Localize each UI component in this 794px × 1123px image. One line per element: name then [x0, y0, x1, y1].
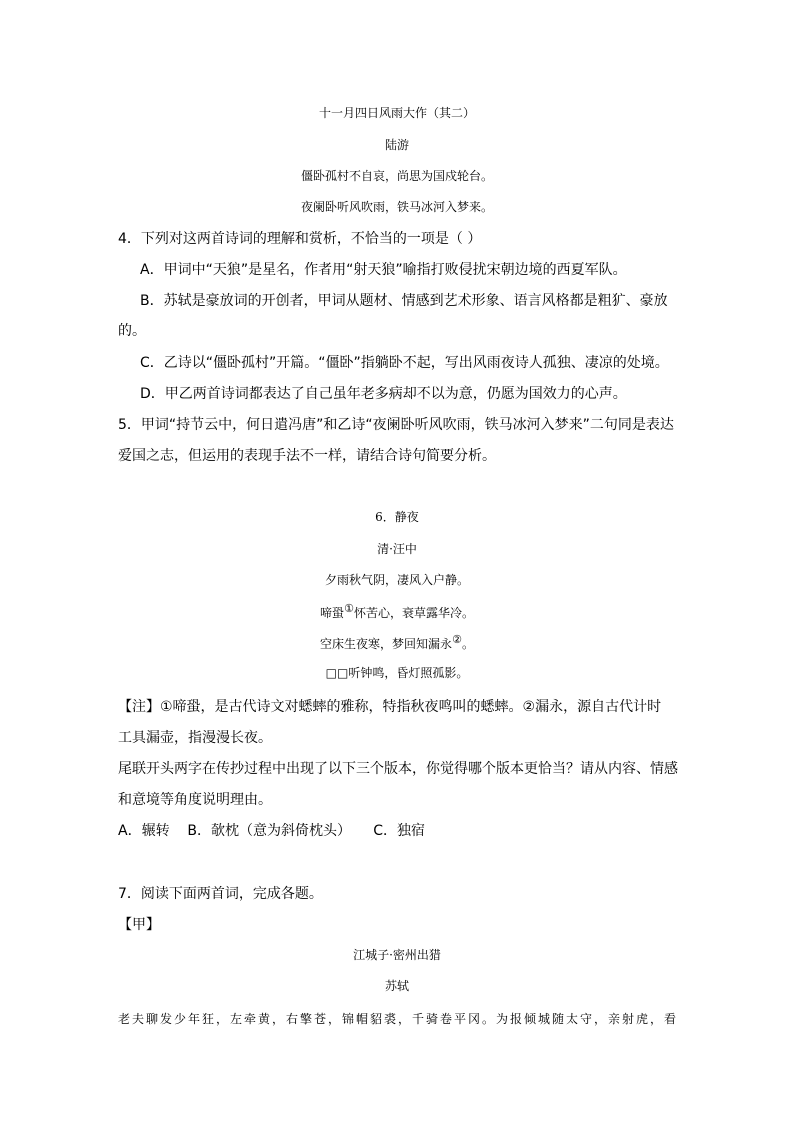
poem-title: 6．静夜 [375, 510, 419, 524]
poem-text: 啼蛩 [320, 606, 345, 620]
question-4-stem: 4．下列对这两首诗词的理解和赏析，不恰当的一项是（ ） [118, 231, 482, 247]
question-4-option-c: C．乙诗以“僵卧孤村”开篇。“僵卧”指躺卧不起，写出风雨夜诗人孤独、凄凉的处境。 [140, 355, 669, 371]
note-line: 工具漏壶，指漫漫长夜。 [118, 730, 272, 746]
question-6-options: A．辗转 B．欹枕（意为斜倚枕头） C．独宿 [118, 823, 426, 839]
question-4-option-a: A．甲词中“天狼”是星名，作者用“射天狼”喻指打败侵扰宋朝边境的西夏军队。 [140, 262, 627, 278]
question-4-option-d: D．甲乙两首诗词都表达了自己虽年老多病却不以为意，仍愿为国效力的心声。 [140, 386, 627, 402]
section-label: 【甲】 [118, 917, 160, 933]
poem-author: 陆游 [384, 138, 409, 152]
question-4-option-b-cont: 的。 [118, 323, 146, 339]
poem-line [0, 633, 794, 652]
poem-author: 清·汪中 [377, 542, 417, 556]
poem-text: 空床生夜寒，梦回知漏永 [320, 637, 453, 651]
note-line: 【注】①啼蛩，是古代诗文对蟋蟀的雅称，特指秋夜鸣叫的蟋蟀。②漏永，源自古代计时 [118, 699, 662, 715]
poem-title: 十一月四日风雨大作（其二） [318, 106, 475, 120]
poem-text: 。 [461, 637, 474, 651]
question-6-line: 尾联开头两字在传抄过程中出现了以下三个版本，你觉得哪个版本更恰当？请从内容、情感 [118, 761, 678, 777]
poem-line: 僵卧孤村不自哀，尚思为国戍轮台。 [300, 169, 493, 183]
poem-text: 怀苦心，衰草露华冷。 [353, 606, 474, 620]
poem-line [0, 602, 794, 621]
poem-title: 江城子·密州出猎 [353, 948, 441, 962]
question-5-line: 爱国之志，但运用的表现手法不一样，请结合诗句简要分析。 [118, 448, 496, 464]
question-7-stem: 7．阅读下面两首词，完成各题。 [118, 886, 323, 902]
note-marker: ① [344, 602, 354, 615]
poem-line: 夜阑卧听风吹雨，铁马冰河入梦来。 [300, 200, 493, 214]
note-marker: ② [452, 633, 462, 646]
question-5-line: 5．甲词“持节云中，何日遣冯唐”和乙诗“夜阑卧听风吹雨，铁马冰河入梦来”二句同是表达 [118, 417, 674, 433]
poem-line: 夕雨秋气阴，凄风入户静。 [324, 573, 469, 587]
question-4-option-b: B．苏轼是豪放词的开创者，甲词从题材、情感到艺术形象、语言风格都是粗犷、豪放 [140, 293, 668, 309]
question-6-line: 和意境等角度说明理由。 [118, 792, 272, 808]
poem-line: □□听钟鸣，昏灯照孤影。 [325, 666, 469, 680]
poem-author: 苏轼 [384, 979, 409, 993]
poem-line: 老夫聊发少年狂，左牵黄，右擎苍，锦帽貂裘，千骑卷平冈。为报倾城随太守，亲射虎，看 [118, 1012, 676, 1026]
